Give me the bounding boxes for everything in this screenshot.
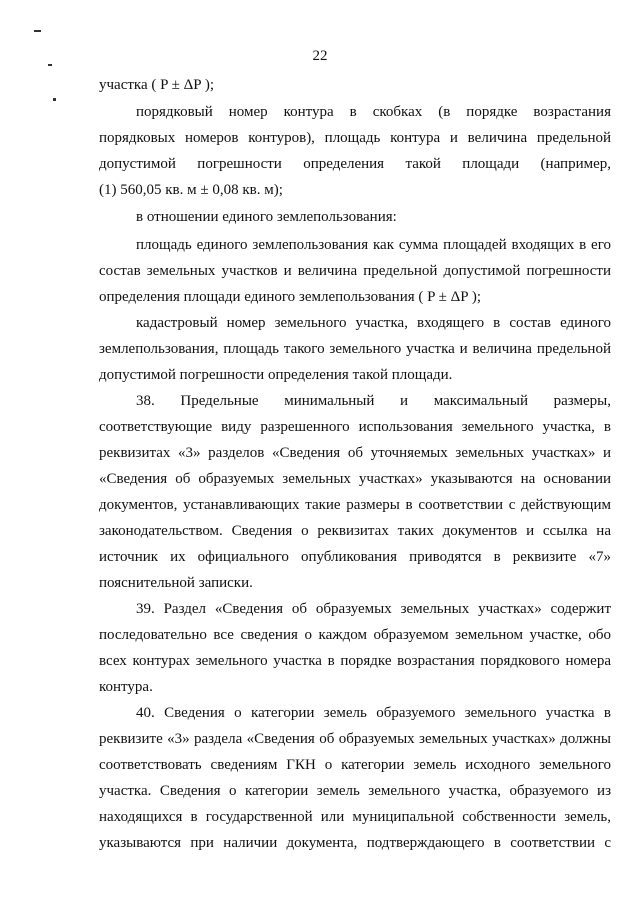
text-line: соответствующие виду разрешенного использования земельного участка, в [99,419,611,435]
text-line: кадастровый номер земельного участка, входящего в состав единого [136,315,611,331]
text-line: 38. Предельные минимальный и максимальный размеры, [136,393,611,409]
text-line: площадь единого землепользования как сумма площадей входящих в его [136,237,611,253]
text-line: находящихся в государственной или муниципальной собственности земель, [99,809,611,825]
text-line: в отношении единого землепользования: [136,209,397,225]
text-line: состав земельных участков и величина предельной допустимой погрешности [99,263,611,279]
text-line: участка ( P ± ΔP ); [99,77,214,93]
scan-mark-top [34,30,41,32]
text-line: допустимой погрешности определения такой площади. [99,367,453,383]
text-line: 39. Раздел «Сведения об образуемых земельных участках» содержит [136,601,611,617]
text-line: реквизите «3» раздела «Сведения об образуемых земельных участках» должны [99,731,611,747]
page-number: 22 [312,48,328,64]
text-line: участка. Сведения о категории земель земельного участка, образуемого из [99,783,611,799]
scan-mark-dot [53,98,56,101]
text-line: соответствовать сведениям ГКН о категории земель исходного земельного [99,757,611,773]
text-line: законодательством. Сведения о реквизитах таких документов и ссылка на [99,523,611,539]
text-line: указываются при наличии документа, подтверждающего в соответствии с [99,835,611,851]
text-line: «Сведения об образуемых земельных участках» указываются на основании [99,471,611,487]
text-line: документов, устанавливающих такие размеры в соответствии с действующим [99,497,611,513]
text-line: допустимой погрешности определения такой площади (например, [99,156,611,172]
text-line: всех контурах земельного участка в порядке возрастания порядкового номера [99,653,611,669]
text-line: 40. Сведения о категории земель образуемого земельного участка в [136,705,611,721]
text-line: источник их официального опубликования приводятся в реквизите «7» [99,549,611,565]
text-line: последовательно все сведения о каждом образуемом земельном участке, обо [99,627,611,643]
text-line: пояснительной записки. [99,575,253,591]
text-line: определения площади единого землепользования ( P ± ΔP ); [99,289,481,305]
text-line: реквизитах «3» разделов «Сведения об уточняемых земельных участках» и [99,445,611,461]
text-line: землепользования, площадь такого земельного участка и величина предельной [99,341,611,357]
text-line: порядковый номер контура в скобках (в порядке возрастания [136,104,611,120]
text-line: (1) 560,05 кв. м ± 0,08 кв. м); [99,182,283,198]
text-line: контура. [99,679,153,695]
text-line: порядковых номеров контуров), площадь контура и величина предельной [99,130,611,146]
